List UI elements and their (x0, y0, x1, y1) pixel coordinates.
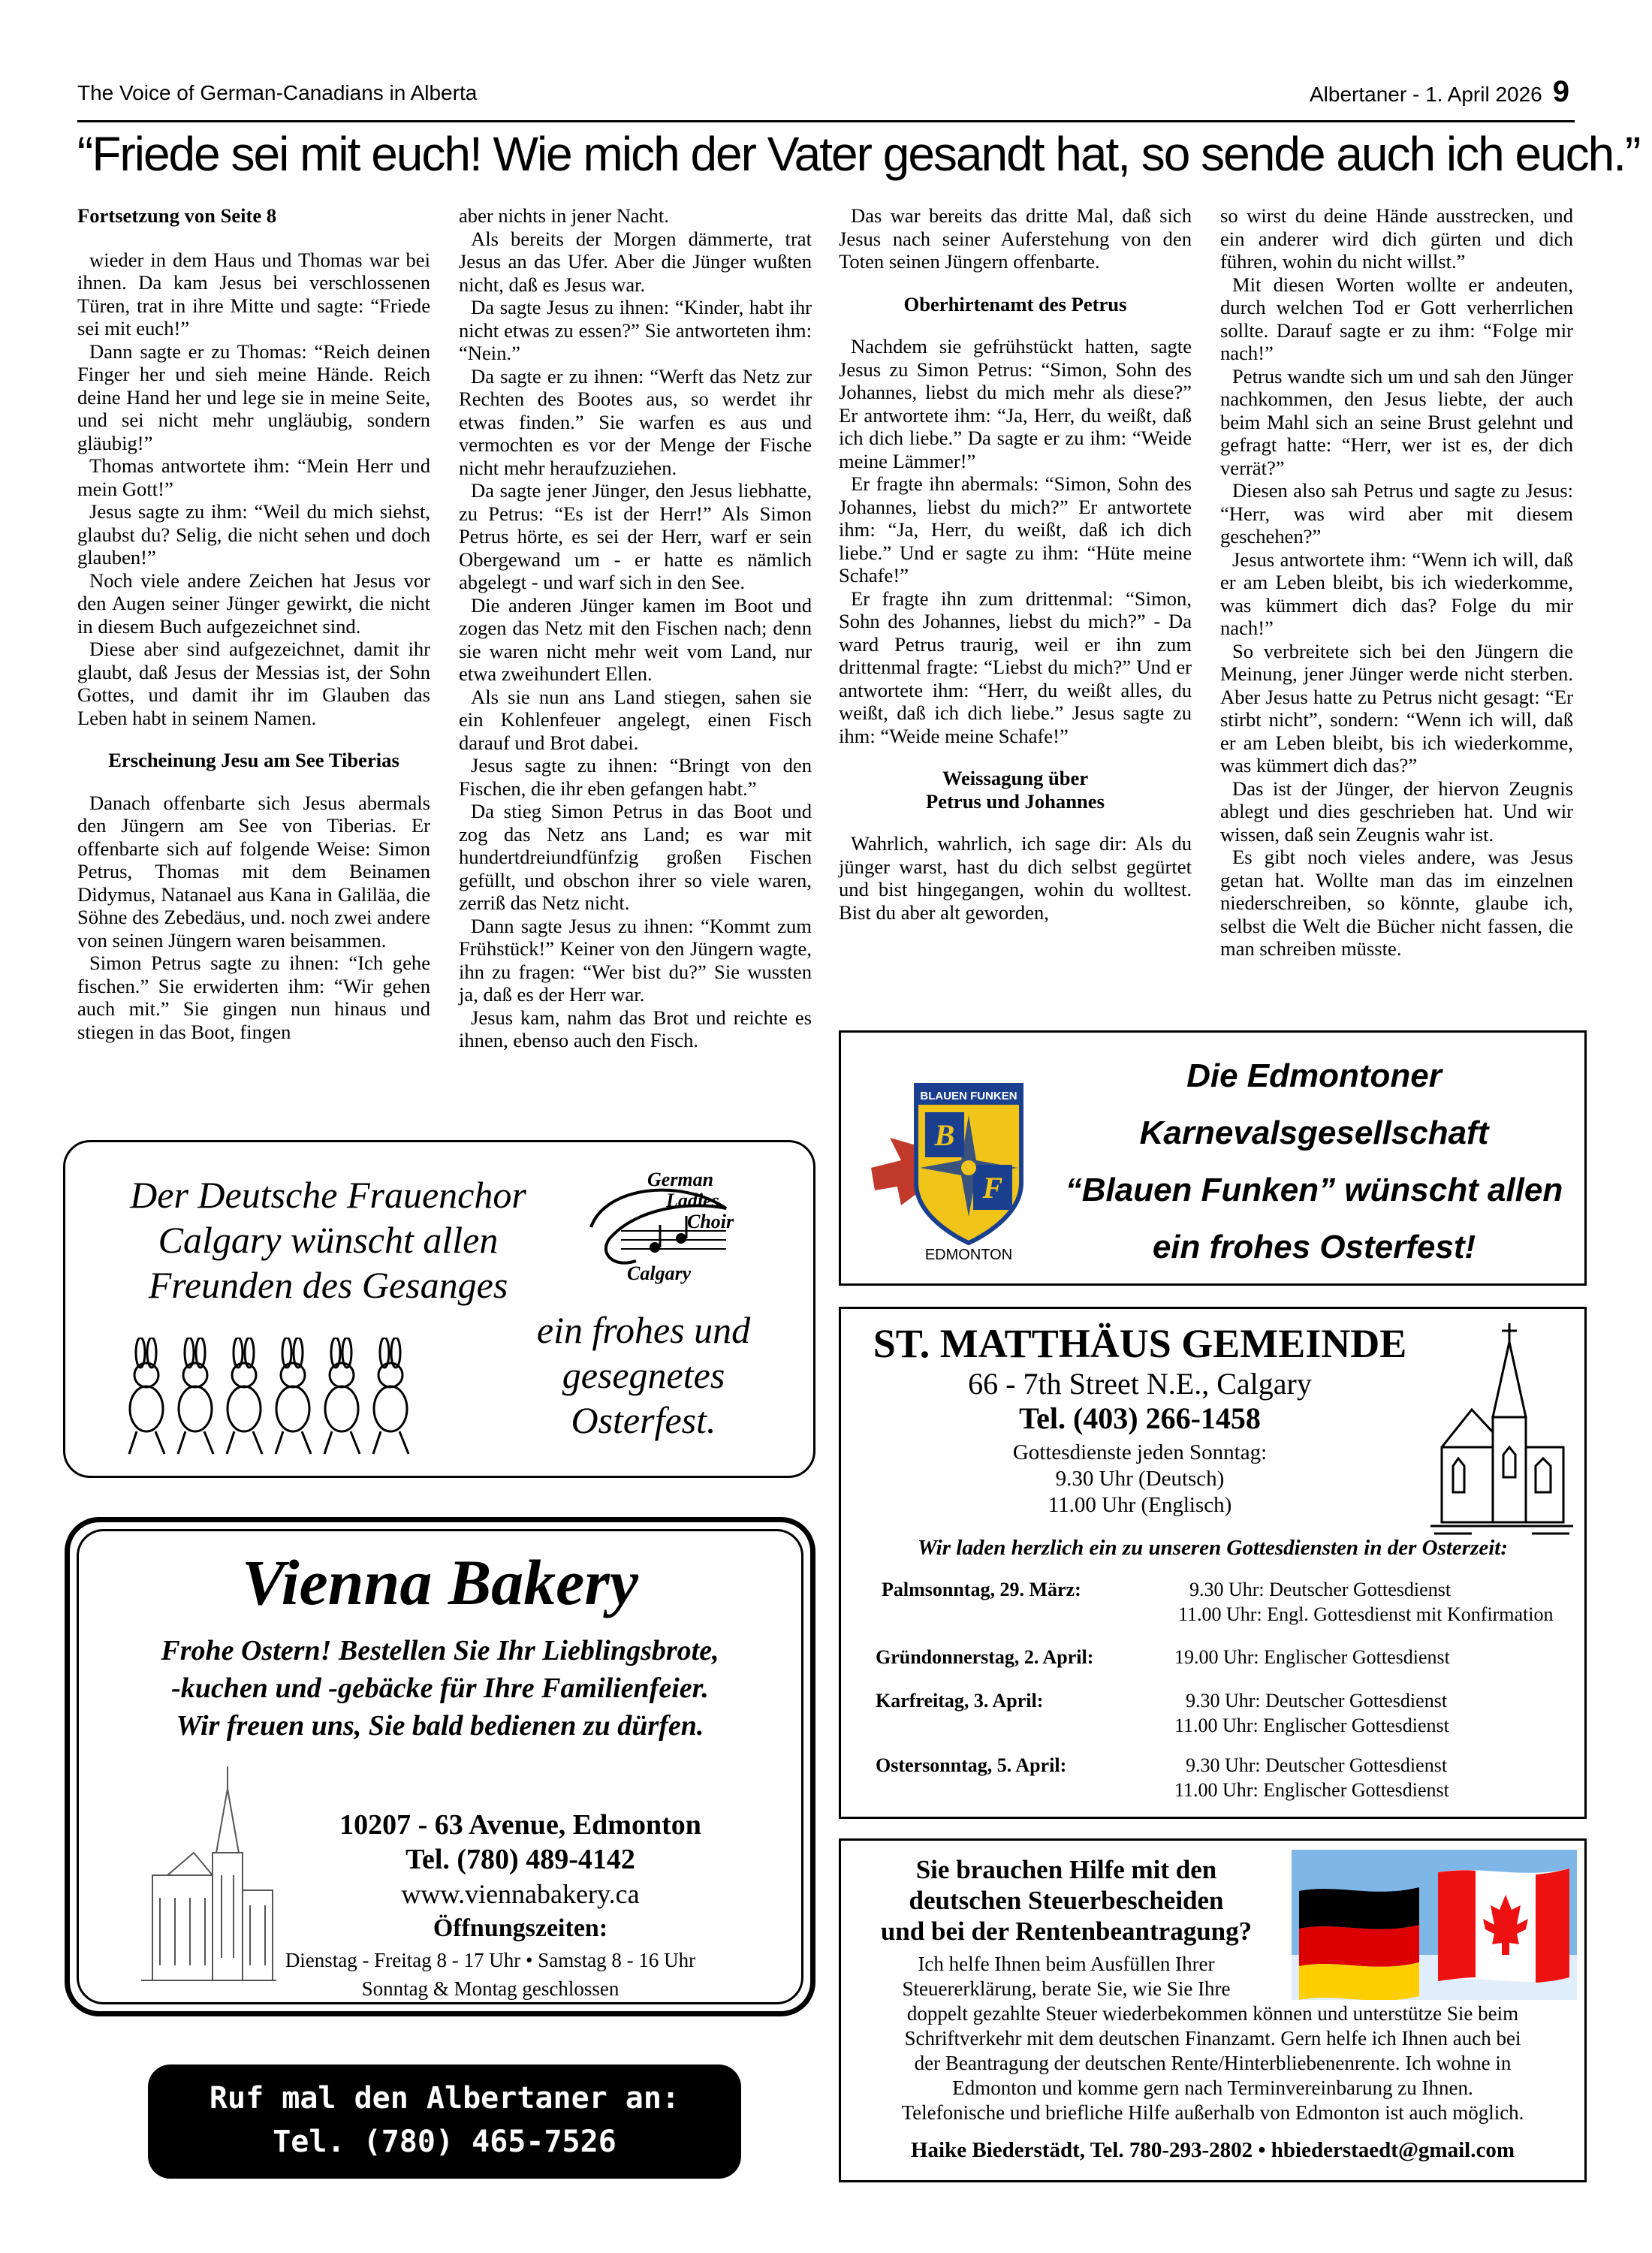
article-paragraph: so wirst du deine Hände ausstrecken, und ein anderer wird dich gürten und dich führen, wohin du nicht willst.” (1220, 204, 1573, 273)
vienna-tagline-line: Wir freuen uns, Sie bald bedienen zu dürfen. (176, 1710, 704, 1742)
dancing-bunnies-illustration (110, 1338, 456, 1458)
article-paragraph: Nachdem sie gefrühstückt hatten, sagte Jesus zu Simon Petrus: “Simon, Sohn des Johannes, liebst du mich mehr als diese?” Er antwortete ihm: “Ja, Herr, du weißt, daß ich dich liebe.” Da sagte er zu ihm: “Weide meine Lämmer!” (839, 335, 1192, 472)
schedule-day: Karfreitag, 3. April: (876, 1690, 1044, 1712)
tax-body-line: Telefonische und briefliche Hilfe außerhalb von Edmonton ist auch möglich. (901, 2101, 1524, 2124)
choir-logo-choir: Choir (687, 1211, 734, 1232)
article-paragraph: aber nichts in jener Nacht. (459, 204, 669, 227)
choir-logo-ladies: Ladies (666, 1190, 719, 1211)
article-paragraph: Simon Petrus sagte zu ihnen: “Ich gehe fischen.” Sie erwiderten ihm: “Wir gehen auch mit.” Sie gingen nun hinaus und stiegen in das Boot, fingen (77, 952, 430, 1043)
vienna-website[interactable]: www.viennabakery.ca (401, 1879, 640, 1909)
tax-body-line: der Beantragung der deutschen Rente/Hinterbliebenenrente. Ich wohne in (914, 2052, 1512, 2074)
article-paragraph: wieder in dem Haus und Thomas war bei ihnen. Da kam Jesus bei verschlossenen Türen, trat in ihre Mitte und sagte: “Friede sei mit euch!” (77, 248, 430, 339)
blauen-funken-text (1044, 1048, 1584, 1276)
col3-paragraphs (839, 204, 1192, 273)
services-line: 9.30 Uhr (Deutsch) (1055, 1467, 1225, 1491)
choir-line: Der Deutsche Frauenchor (130, 1174, 526, 1216)
tax-title-line: und bei der Rentenbeantragung? (880, 1917, 1253, 1946)
call-line-1: Ruf mal den Albertaner an: (209, 2081, 680, 2116)
tax-body-line: Edmonton und komme gern nach Terminvereinbarung zu Ihnen. (952, 2077, 1473, 2099)
blauen-funken-ad (839, 1030, 1587, 1286)
article-paragraph: Da sagte Jesus zu ihnen: “Kinder, habt ihr nicht etwas zu essen?” Sie antworteten ihm: “Nein.” (459, 296, 812, 364)
church-illustration (1427, 1320, 1577, 1537)
col3c-paragraphs (839, 832, 1192, 924)
article-column-1 (77, 204, 430, 1043)
choir-ad-text (95, 1172, 561, 1307)
matthaus-services (855, 1440, 1425, 1519)
article-column-3 (839, 204, 1192, 924)
vienna-closed-line: Sonntag & Montag geschlossen (361, 1977, 620, 2000)
german-flag-icon (1299, 1887, 1419, 2000)
funken-line: Die Edmontoner (1186, 1057, 1442, 1094)
tax-title-line: deutschen Steuerbescheiden (909, 1886, 1224, 1915)
matthaus-title: ST. MATTHÄUS GEMEINDE (873, 1321, 1407, 1366)
article-column-2 (459, 204, 812, 1052)
article-column-4 (1220, 204, 1573, 961)
article-paragraph: Noch viele andere Zeichen hat Jesus vor den Augen seiner Jünger gewirkt, die nicht in diesem Buch aufgezeichnet sind. (77, 569, 430, 638)
article-paragraph: Diesen also sah Petrus und sagte zu Jesus: “Herr, was wird aber mit diesem geschehen?” (1220, 479, 1573, 547)
logo-f: F (982, 1171, 1003, 1205)
flags-illustration (1292, 1850, 1577, 2000)
schedule-time: 19.00 Uhr: Englischer Gottesdienst (1174, 1646, 1450, 1668)
schedule-row (876, 1688, 1557, 1753)
article-paragraph: Danach offenbarte sich Jesus abermals den Jüngern am See von Tiberias. Er offenbarte sich auf folgende Weise: Simon Petrus, Thomas mit dem Beinamen Didymus, Natanael aus Kana in Galiläa, die Söhne des Zebedäus, und. noch zwei andere von seinen Jüngern waren beisammen. (77, 791, 430, 952)
article-paragraph: Jesus sagte zu ihnen: “Bringt von den Fischen, die ihr eben gefangen habt.” (459, 754, 812, 800)
funken-line: “Blauen Funken” wünscht allen (1065, 1172, 1563, 1208)
blauen-funken-logo (856, 1055, 1066, 1265)
article-paragraph: Als sie nun ans Land stiegen, sahen sie ein Kohlenfeuer angelegt, einen Fisch darauf und Brot dabei. (459, 685, 812, 754)
choir-ad (63, 1140, 815, 1478)
article-paragraph: Mit diesen Worten wollte er andeuten, durch welchen Tod er Gott verherrlichen sollte. Darauf sagte er zu ihm: “Folge mir nach!” (1220, 273, 1573, 364)
vienna-tagline-line: Frohe Ostern! Bestellen Sie Ihr Lieblingsbrote, (161, 1635, 719, 1666)
choir-logo-german: German (647, 1169, 714, 1190)
vienna-tagline (70, 1632, 810, 1745)
publication-tagline: The Voice of German-Canadians in Alberta (77, 81, 478, 104)
page-number: 9 (1552, 75, 1569, 108)
vienna-tel: Tel. (780) 489-4142 (405, 1844, 635, 1875)
article-paragraph: Da sagte er zu ihnen: “Werft das Netz zur Rechten des Bootes aus, so werdet ihr etwas finden.” Sie warfen es aus und vermochten es vor der Menge der Fische nicht mehr heraufzuziehen. (459, 364, 812, 479)
tax-title-line: Sie brauchen Hilfe mit den (915, 1855, 1217, 1884)
st-matthaus-ad (839, 1307, 1587, 1819)
matthaus-invite: Wir laden herzlich ein zu unseren Gottesdiensten in der Osterzeit: (917, 1536, 1509, 1560)
services-line: 11.00 Uhr (Englisch) (1048, 1493, 1232, 1517)
albertaner-call-ad (148, 2064, 741, 2179)
subheading-oberhirtenamt: Oberhirtenamt des Petrus (903, 292, 1127, 315)
logo-top-text: BLAUEN FUNKEN (920, 1090, 1017, 1102)
choir-ad-text-2 (486, 1307, 801, 1443)
col1b-paragraphs (77, 792, 430, 1044)
issue-date (1310, 75, 1569, 109)
easter-schedule (876, 1577, 1557, 1813)
choir-line: Osterfest. (571, 1399, 716, 1441)
article-paragraph: Jesus kam, nahm das Brot und reichte es ihnen, ebenso auch den Fisch. (459, 1006, 812, 1051)
article-paragraph: Da stieg Simon Petrus in das Boot und zog das Netz ans Land; es war mit hundertdreiundfünfzig großen Fischen gefüllt, und obschon ihrer so viele waren, zerriß das Netz nicht. (459, 800, 812, 914)
article-paragraph: Er fragte ihn zum drittenmal: “Simon, Sohn des Johannes, liebst du mich?” - Da ward Petrus traurig, weil er ihn zum drittenmal fragte: “Liebst du mich?” Und er antwortete ihm: “Herr, du weißt alles, du weißt, daß ich dich liebe.” Jesus sagte zu ihm: “Weide meine Schafe!” (839, 587, 1192, 747)
logo-bottom-text: EDMONTON (924, 1247, 1013, 1263)
schedule-time: 11.00 Uhr: Englischer Gottesdienst (1174, 1779, 1449, 1801)
canadian-flag-icon (1438, 1868, 1569, 1983)
article-paragraph: Petrus wandte sich um und sah den Jünger nachkommen, den Jesus liebte, der auch beim Mahl sich an seine Brust gelehnt und gefragt hatte: “Herr, wer ist es, der dich verrät?” (1220, 364, 1573, 479)
vienna-contact (288, 1808, 753, 1946)
schedule-time: 9.30 Uhr: Deutscher Gottesdienst (1186, 1690, 1448, 1712)
tax-help-ad (839, 1838, 1587, 2182)
col2-paragraphs (459, 204, 812, 1052)
choir-logo-calgary: Calgary (627, 1262, 692, 1284)
article-paragraph: Er fragte ihn abermals: “Simon, Sohn des Johannes, liebst du mich?” Er antwortete ihm: “Ja, Herr, du weißt, daß ich dich liebe.” Und er sagte zu ihm: “Hüte meine Schafe!” (839, 472, 1192, 587)
vienna-address: 10207 - 63 Avenue, Edmonton (339, 1809, 701, 1841)
issue-date-text: Albertaner - 1. April 2026 (1310, 83, 1542, 106)
schedule-day: Palmsonntag, 29. März: (882, 1579, 1081, 1600)
choir-line: Calgary wünscht allen (158, 1219, 499, 1261)
choir-line: gesegnetes (562, 1354, 725, 1396)
schedule-time: 9.30 Uhr: Deutscher Gottesdienst (1186, 1754, 1448, 1776)
tax-contact[interactable]: Haike Biederstädt, Tel. 780-293-2802 • hbiederstaedt@gmail.com (911, 2138, 1515, 2162)
subheading-weissagung-1: Weissagung über (942, 767, 1089, 789)
services-line: Gottesdienste jeden Sonntag: (1012, 1440, 1268, 1464)
article-paragraph: Da sagte jener Jünger, den Jesus liebhatte, zu Petrus: “Es ist der Herr!” Als Simon Petrus hörte, es sei der Herr, warf er sein Obergewand um - er hatte es nämlich abgelegt - und warf sich in den See. (459, 479, 812, 593)
article-paragraph: Das war bereits das dritte Mal, daß sich Jesus nach seiner Auferstehung von den Toten seinen Jüngern offenbarte. (839, 204, 1192, 273)
col4-paragraphs (1220, 204, 1573, 961)
matthaus-header (855, 1320, 1425, 1519)
article-paragraph: Als bereits der Morgen dämmerte, trat Jesus an das Ufer. Aber die Jünger wußten nicht, daß es Jesus war. (459, 227, 812, 296)
vienna-hours-line: Dienstag - Freitag 8 - 17 Uhr • Samstag 8 - 16 Uhr (285, 1949, 696, 1971)
tax-body-line: Schriftverkehr mit dem deutschen Finanzamt. Gern helfe ich Ihnen auch bei (904, 2027, 1521, 2049)
schedule-day: Gründonnerstag, 2. April: (876, 1646, 1094, 1668)
matthaus-address: 66 - 7th Street N.E., Calgary (968, 1367, 1312, 1401)
article-paragraph: Jesus sagte zu ihm: “Weil du mich siehst, glaubst du? Selig, die nicht sehen und doch glauben!” (77, 500, 430, 569)
article-paragraph: Jesus antwortete ihm: “Wenn ich will, daß er am Leben bleibt, bis ich wiederkomme, was kümmert dich das? Folge du mir nach!” (1220, 547, 1573, 639)
schedule-time: 11.00 Uhr: Engl. Gottesdienst mit Konfirmation (1178, 1603, 1554, 1625)
funken-line: Karnevalsgesellschaft (1139, 1114, 1489, 1151)
schedule-time: 9.30 Uhr: Deutscher Gottesdienst (1189, 1579, 1452, 1600)
article-paragraph: Dann sagte er zu Thomas: “Reich deinen Finger her und sieh meine Hände. Reich deine Hand her und lege sie in meine Seite, und sei nicht mehr ungläubig, sondern gläubig!” (77, 339, 430, 454)
schedule-row (876, 1753, 1557, 1813)
call-line-2: Tel. (780) 465-7526 (273, 2125, 616, 2159)
choir-line: Freunden des Gesanges (148, 1264, 508, 1306)
vienna-title: Vienna Bakery (241, 1546, 638, 1618)
subheading-tiberias: Erscheinung Jesu am See Tiberias (108, 749, 399, 771)
choir-logo (576, 1156, 749, 1291)
article-paragraph: Dann sagte Jesus zu ihnen: “Kommt zum Frühstück!” Keiner von den Jüngern wagte, ihn zu fragen: “Wer bist du?” Sie wussten ja, daß es der Herr war. (459, 914, 812, 1006)
col3b-paragraphs (839, 335, 1192, 747)
vienna-hours-label: Öffnungszeiten: (433, 1914, 608, 1942)
tax-intro-line: Ich helfe Ihnen beim Ausfüllen Ihrer (918, 1953, 1215, 1975)
article-paragraph: Thomas antwortete ihm: “Mein Herr und mein Gott!” (77, 454, 430, 500)
continued-note: Fortsetzung von Seite 8 (77, 204, 277, 227)
matthaus-tel: Tel. (403) 266-1458 (1019, 1401, 1261, 1435)
tax-body (841, 2001, 1584, 2125)
vienna-bakery-ad (65, 1517, 815, 2016)
tax-intro-line: Steuererklärung, berate Sie, wie Sie Ihre (902, 1977, 1231, 2000)
headline: “Friede sei mit euch! Wie mich der Vater gesandt hat, so sende auch ich euch.” (77, 127, 1640, 181)
col1-paragraphs (77, 249, 430, 730)
vienna-tagline-line: -kuchen und -gebäcke für Ihre Familienfeier. (171, 1672, 709, 1704)
vienna-hours (205, 1946, 776, 2003)
funken-line: ein frohes Osterfest! (1152, 1229, 1476, 1265)
article-paragraph: So verbreitete sich bei den Jüngern die Meinung, jener Jünger werde nicht sterben. Aber Jesus hatte zu Petrus nicht gesagt: “Er stirbt nicht”, sondern: “Wenn ich will, daß er am Leben bleibt, bis ich wiederkomme, was kümmert dich das?” (1220, 639, 1573, 777)
schedule-row (882, 1577, 1557, 1645)
article-paragraph: Diese aber sind aufgezeichnet, damit ihr glaubt, daß Jesus der Messias ist, der Sohn Gottes, und damit ihr im Glauben das Leben habt in seinem Namen. (77, 638, 430, 729)
schedule-row (876, 1645, 1557, 1688)
article-paragraph: Das ist der Jünger, der hiervon Zeugnis ablegt und dies geschrieben hat. Und wir wissen, daß sein Zeugnis wahr ist. (1220, 777, 1573, 846)
schedule-time: 11.00 Uhr: Englischer Gottesdienst (1174, 1715, 1449, 1736)
subheading-weissagung-2: Petrus und Johannes (926, 789, 1105, 813)
article-paragraph: Wahrlich, wahrlich, ich sage dir: Als du jünger warst, hast du dich selbst gegürtet und bist hingegangen, wohin du wolltest. Bist du aber alt geworden, (839, 832, 1192, 924)
tax-intro (849, 1952, 1284, 2001)
choir-line: ein frohes und (536, 1309, 751, 1351)
article-paragraph: Es gibt noch vieles andere, was Jesus getan hat. Wollte man das im einzelnen niederschreiben, so könnte, glaube ich, selbst die Welt die Bücher nicht fassen, die man schreiben müsste. (1220, 846, 1573, 960)
schedule-day: Ostersonntag, 5. April: (876, 1754, 1067, 1776)
logo-b: B (934, 1118, 955, 1152)
header-rule (77, 120, 1575, 122)
article-paragraph: Die anderen Jünger kamen im Boot und zogen das Netz mit den Fischen nach; denn sie waren nicht mehr weit vom Land, nur etwa zweihundert Ellen. (459, 593, 812, 685)
tax-title (849, 1854, 1284, 1947)
tax-body-line: doppelt gezahlte Steuer wiederbekommen können und unterstütze Sie beim (906, 2002, 1519, 2025)
